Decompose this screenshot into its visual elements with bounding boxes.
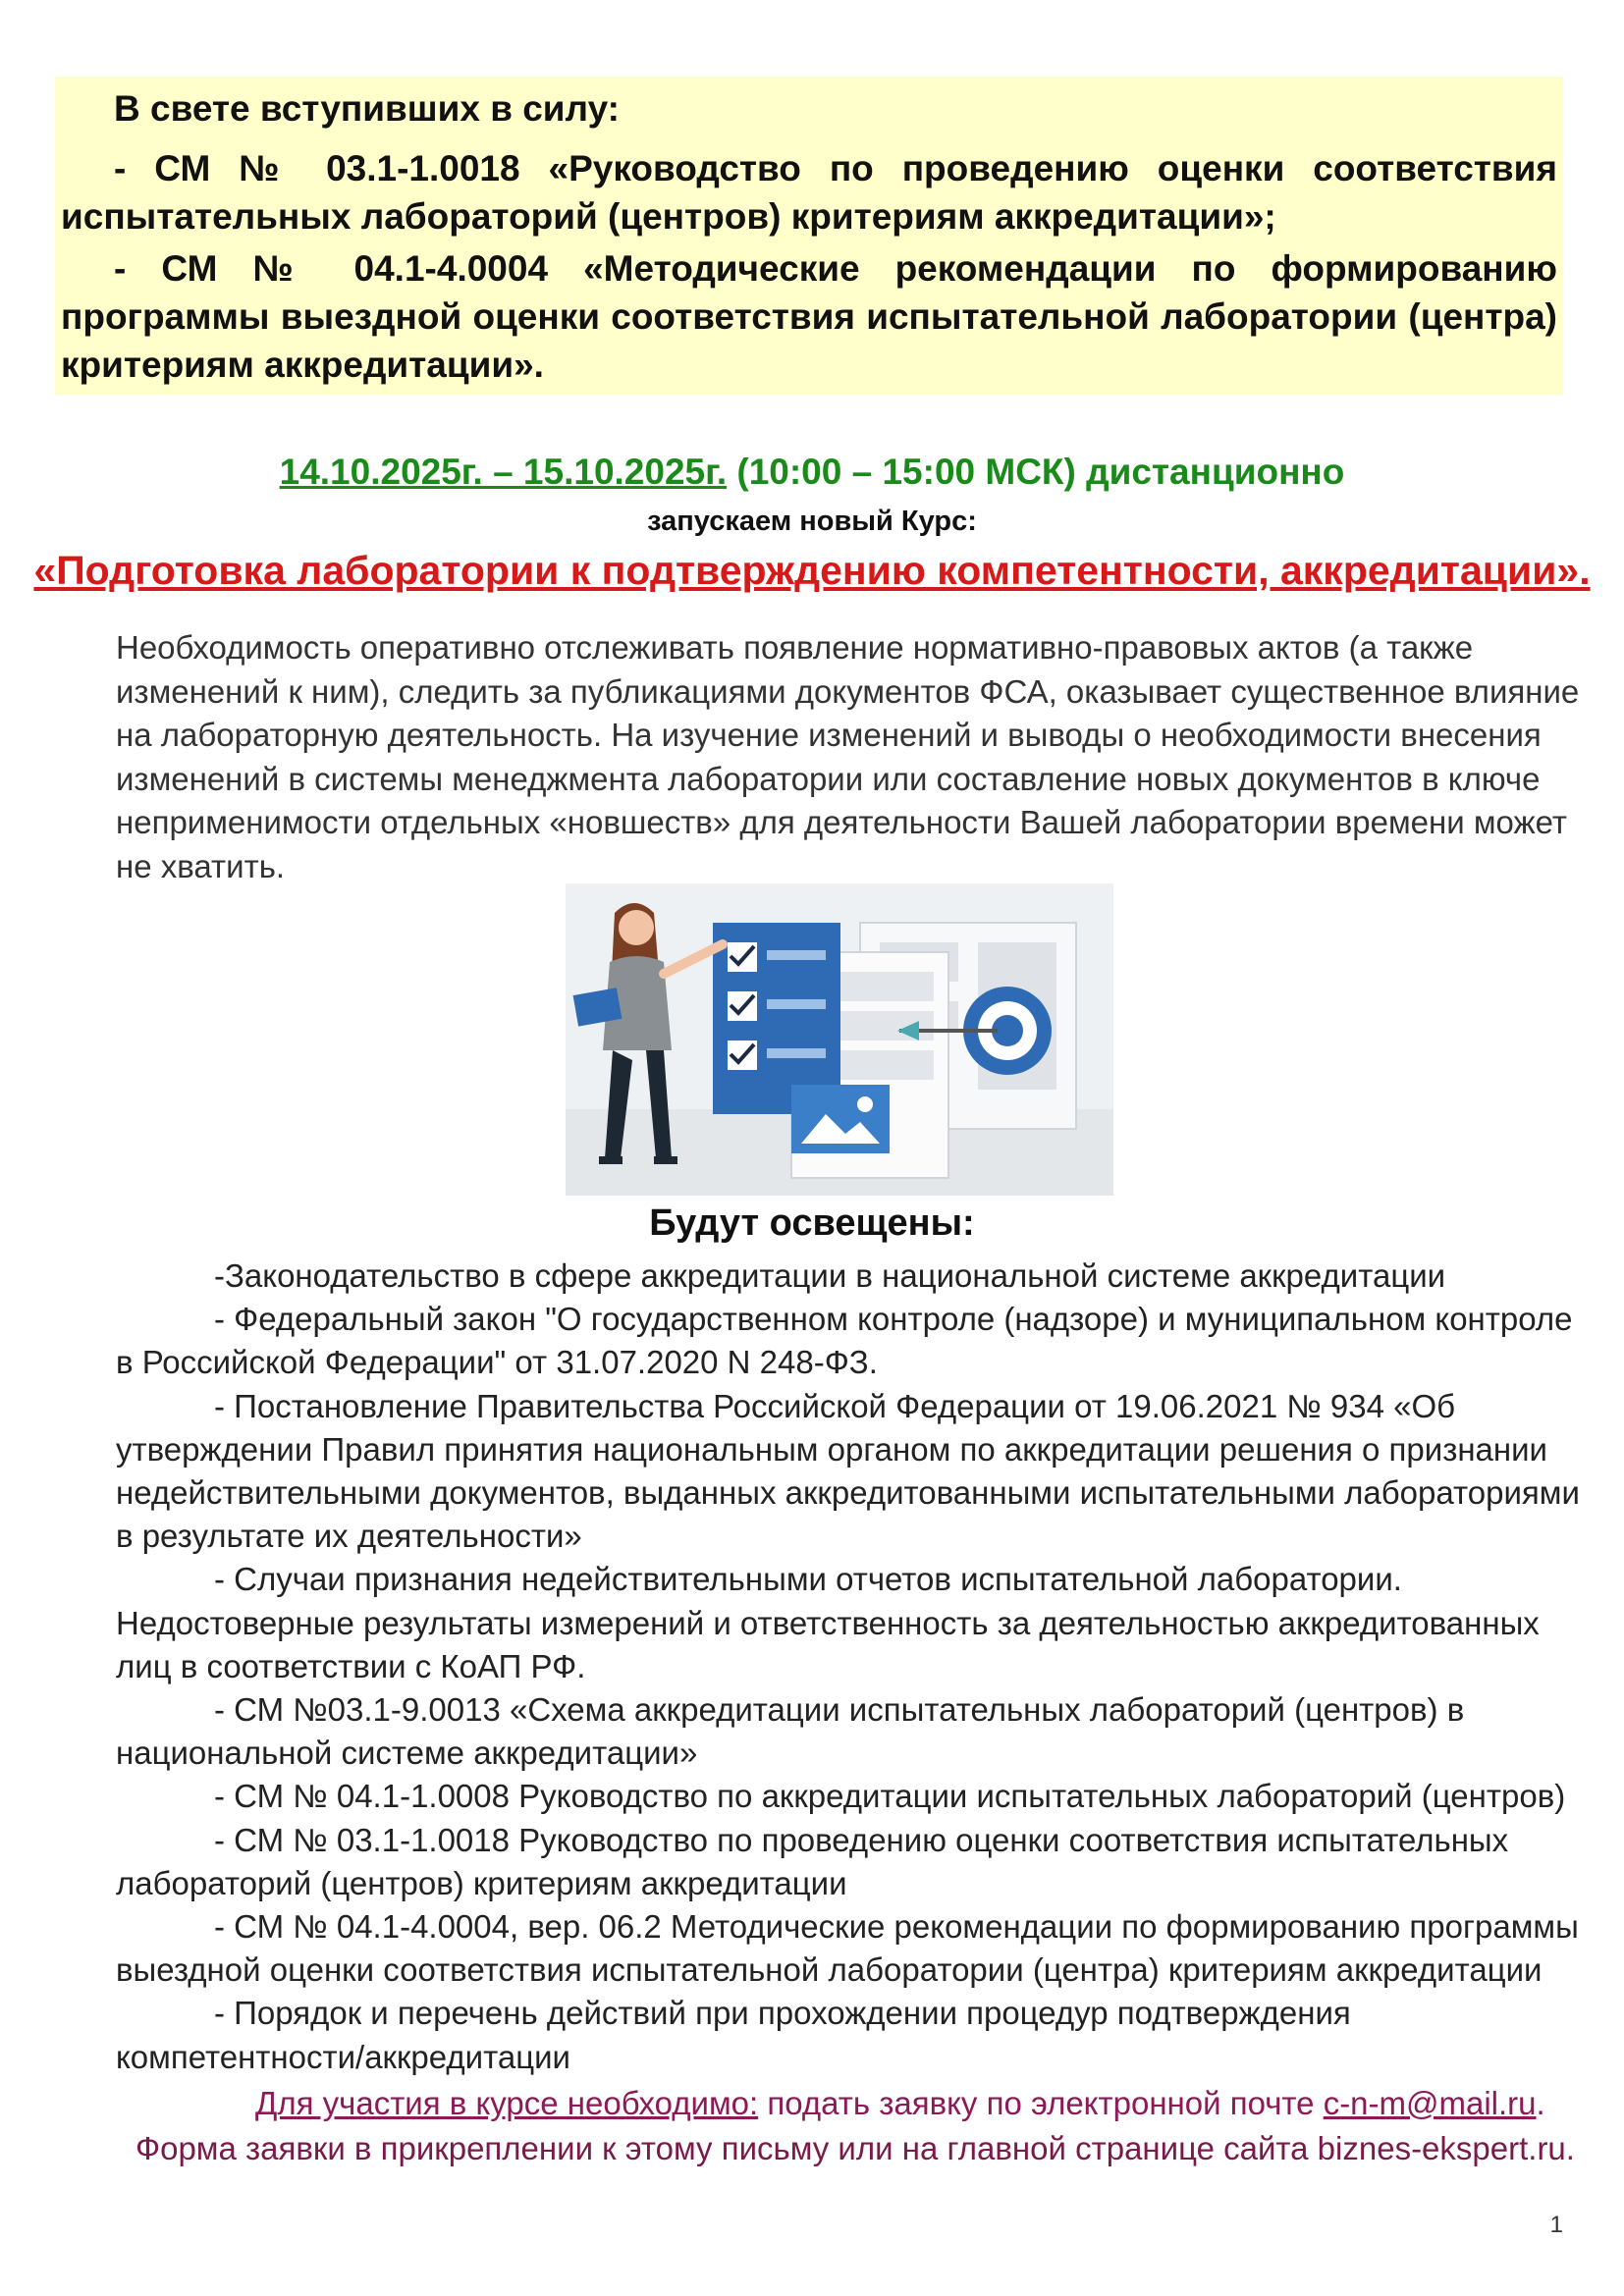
topic-line: Недостоверные результаты измерений и ответственность за деятельностью аккредитованных — [116, 1604, 1540, 1641]
topic-line: - СМ №03.1-9.0013 «Схема аккредитации испытательных лабораторий (центров) в — [214, 1691, 1465, 1729]
image-placeholder-icon — [791, 1085, 890, 1153]
topic-line: компетентности/аккредитации — [116, 2038, 570, 2075]
intro-line: не хватить. — [116, 847, 286, 884]
participation-action: подать заявку по электронной почте — [758, 2084, 1324, 2121]
topic-line: - СМ № 04.1-1.0008 Руководство по аккредитации испытательных лабораторий (центров) — [214, 1778, 1566, 1815]
notice-item-2: - СМ № 04.1-4.0004 «Методические рекомендации по формированию программы выездной оценки соответствия испытательной лаборатории (центра) критериям аккредитации». — [61, 248, 1557, 385]
event-time: (10:00 – 15:00 МСК) дистанционно — [727, 452, 1345, 492]
contact-line — [255, 2085, 1545, 2122]
participation-label: Для участия в курсе необходимо: — [255, 2084, 759, 2121]
contact-dot: . — [1536, 2084, 1545, 2121]
topic-line: - СМ № 04.1-4.0004, вер. 06.2 Методические рекомендации по формированию программы — [214, 1908, 1579, 1946]
launch-text: запускаем новый Курс: — [647, 506, 977, 537]
email-link[interactable]: c-n-m@mail.ru — [1323, 2084, 1537, 2121]
course-illustration — [566, 883, 1113, 1196]
course-title: «Подготовка лаборатории к подтверждению компетентности, аккредитации». — [33, 548, 1591, 593]
topic-line: - Постановление Правительства Российской Федерации от 19.06.2021 № 934 «Об — [214, 1387, 1456, 1424]
topic-line: - Федеральный закон "О государственном контроле (надзоре) и муниципальном контроле — [214, 1301, 1573, 1338]
notice-item-1: - СМ № 03.1-1.0018 «Руководство по проведению оценки соответствия испытательных лабораторий (центров) критериям аккредитации»; — [61, 148, 1557, 237]
form-note: Форма заявки в прикреплении к этому письму или на главной странице сайта biznes-ekspert.ru. — [135, 2129, 1575, 2166]
topic-line: лабораторий (центров) критериям аккредитации — [116, 1864, 847, 1901]
topic-line: - СМ № 03.1-1.0018 Руководство по проведению оценки соответствия испытательных — [214, 1821, 1509, 1858]
topic-line: выездной оценки соответствия испытательной лаборатории (центра) критериям аккредитации — [116, 1951, 1543, 1989]
event-dates: 14.10.2025г. – 15.10.2025г. — [279, 452, 728, 492]
topic-line: в результате их деятельности» — [116, 1518, 582, 1555]
page-number: 1 — [1549, 2211, 1563, 2238]
event-dates-line — [0, 452, 1624, 493]
topic-line: утверждении Правил принятия национальным органом по аккредитации решения о признании — [116, 1430, 1547, 1468]
topic-line: - Порядок и перечень действий при прохождении процедур подтверждения — [214, 1995, 1351, 2032]
intro-line: изменений в системы менеджмента лаборатории или составление новых документов в ключе — [116, 760, 1541, 797]
intro-line: неприменимости отдельных «новшеств» для деятельности Вашей лаборатории времени может — [116, 804, 1567, 840]
topic-line: недействительными документов, выданных аккредитованными испытательными лабораториями — [116, 1474, 1580, 1512]
intro-line: на лабораторную деятельность. На изучение изменений и выводы о необходимости внесения — [116, 717, 1542, 753]
topic-line: лиц в соответствии с КоАП РФ. — [116, 1647, 586, 1684]
intro-line: Необходимость оперативно отслеживать появление нормативно-правовых актов (а также — [116, 629, 1474, 666]
topic-line: -Законодательство в сфере аккредитации в национальной системе аккредитации — [214, 1257, 1446, 1294]
intro-line: изменений к ним), следить за публикациями документов ФСА, оказывает существенное влияние — [116, 672, 1580, 710]
intro-paragraph — [116, 626, 1580, 888]
topic-line: национальной системе аккредитации» — [116, 1735, 698, 1772]
notice-block — [55, 77, 1563, 395]
notice-lead: В свете вступивших в силу: — [114, 88, 620, 129]
topics-list — [116, 1255, 1580, 2079]
topic-line: в Российской Федерации" от 31.07.2020 N 248-ФЗ. — [116, 1344, 878, 1381]
covered-title: Будут освещены: — [649, 1202, 975, 1244]
topic-line: - Случаи признания недействительными отчетов испытательной лаборатории. — [214, 1561, 1402, 1598]
